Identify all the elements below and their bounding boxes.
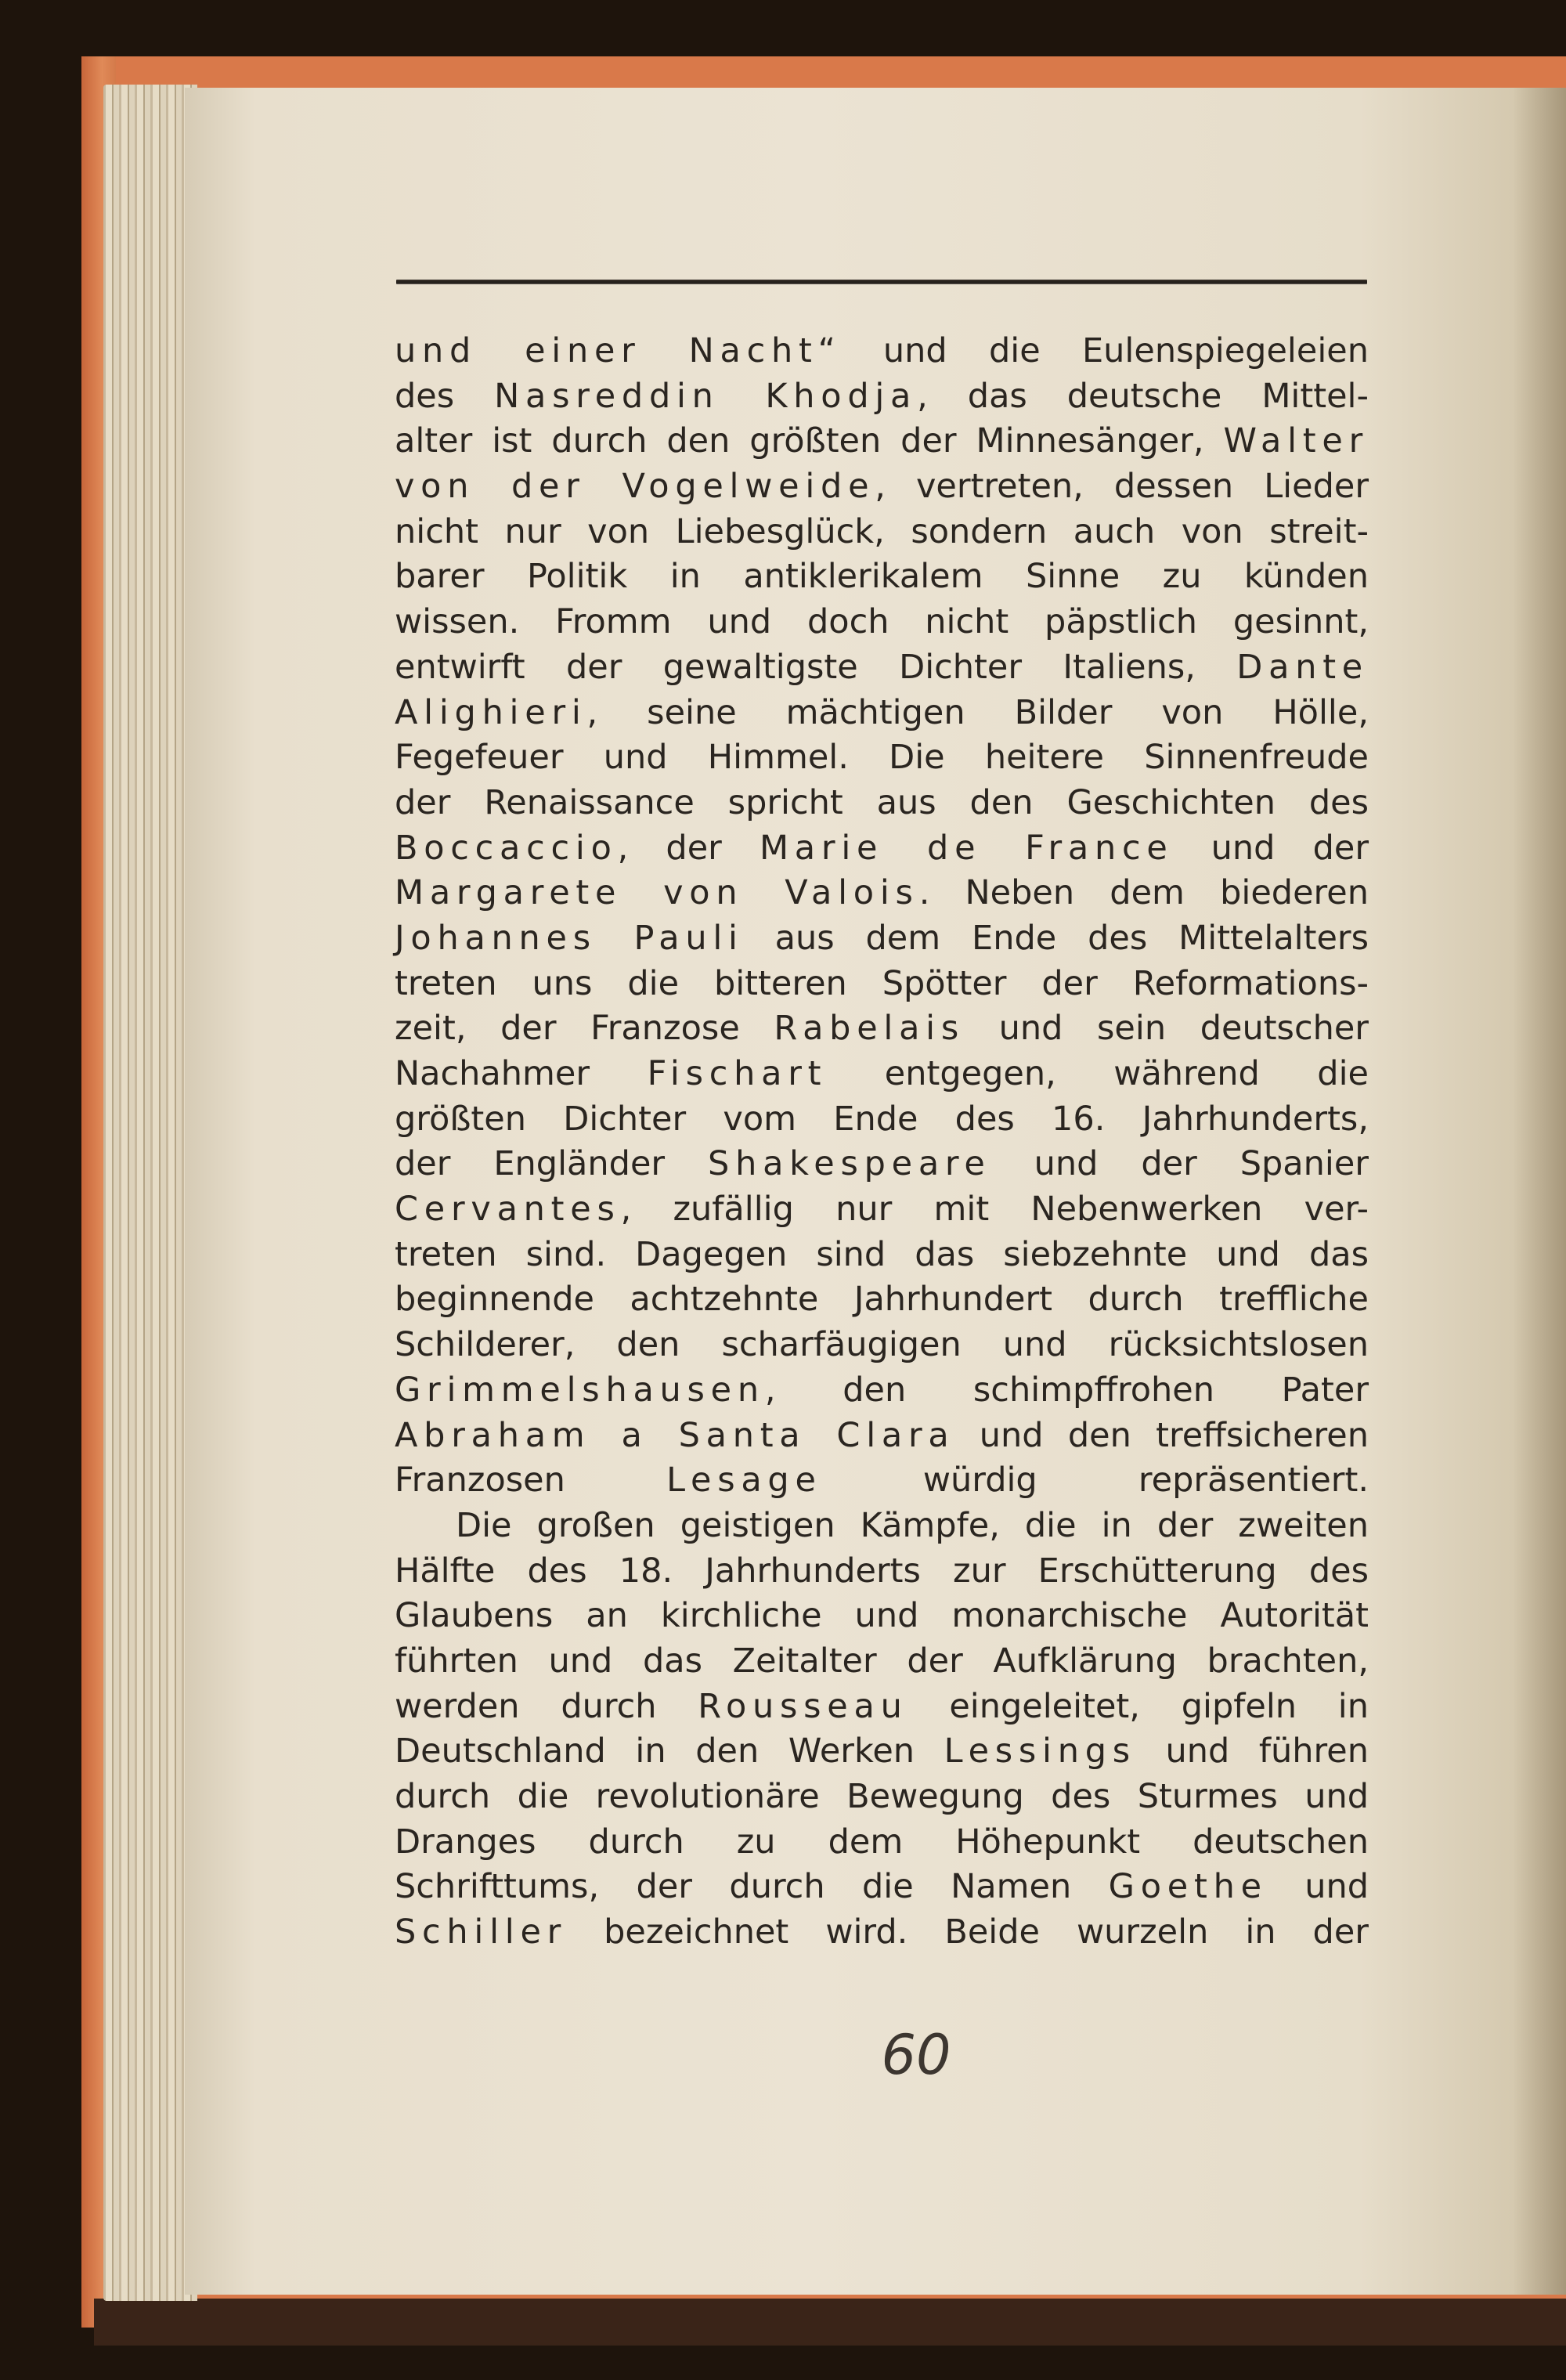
text-line: [395, 1639, 1369, 1685]
text-segment: wissen. Fromm und doch nicht päpstlich gesinnt,: [395, 602, 1369, 642]
text-line: [395, 554, 1369, 600]
text-segment: treten uns die bitteren Spötter der Reformations-: [395, 963, 1369, 1003]
text-line: [395, 1594, 1369, 1639]
text-line: [395, 1277, 1369, 1323]
emphasized-name: Walter: [1223, 421, 1369, 461]
header-rule: [396, 280, 1367, 284]
text-line: [395, 374, 1369, 420]
background-shadow: [94, 2299, 1566, 2346]
page-number: 60: [881, 2023, 951, 2087]
text-segment: , der: [617, 828, 760, 868]
emphasized-name: von der Vogelweide: [395, 467, 875, 507]
emphasized-name: Dante: [1236, 647, 1369, 687]
emphasized-name: und einer Nacht“: [395, 331, 842, 370]
text-segment: , seine mächtigen Bilder von Hölle,: [586, 692, 1369, 732]
text-segment: Fegefeuer und Himmel. Die heitere Sinnenfreude: [395, 738, 1369, 778]
emphasized-name: Alighieri: [395, 692, 587, 732]
text-segment: führten und das Zeitalter der Aufklärung brachten,: [395, 1641, 1369, 1681]
body-text: [395, 329, 1369, 1956]
text-segment: Nachahmer: [395, 1054, 648, 1093]
text-line: [395, 329, 1369, 374]
text-segment: Franzosen: [395, 1461, 667, 1501]
text-line: [395, 1820, 1369, 1865]
text-segment: , vertreten, dessen Lieder: [875, 467, 1369, 507]
text-line: [395, 1323, 1369, 1368]
text-line: [395, 1504, 1369, 1549]
emphasized-name: Schiller: [395, 1912, 568, 1952]
text-segment: und den treffsicheren: [954, 1415, 1369, 1455]
text-segment: und der: [1173, 828, 1369, 868]
text-line: [395, 1685, 1369, 1730]
text-segment: und die Eulenspiegeleien: [841, 331, 1369, 370]
emphasized-name: Grimmelshausen: [395, 1370, 765, 1410]
text-line: [395, 1458, 1369, 1504]
text-line: [395, 916, 1369, 962]
page-gutter-shadow: [1513, 88, 1566, 2295]
text-line: [395, 735, 1369, 781]
text-line: [395, 464, 1369, 510]
text-segment: und der Spanier: [990, 1144, 1369, 1184]
text-segment: barer Politik in antiklerikalem Sinne zu künden: [395, 557, 1369, 597]
text-line: [395, 645, 1369, 691]
text-segment: bezeichnet wird. Beide wurzeln in der: [567, 1912, 1369, 1952]
text-line: [395, 781, 1369, 826]
text-line: [395, 1865, 1369, 1910]
emphasized-name: Marie de France: [759, 828, 1174, 868]
emphasized-name: Goethe: [1108, 1867, 1268, 1907]
text-segment: , zufällig nur mit Nebenwerken ver-: [620, 1190, 1369, 1230]
text-segment: Glaubens an kirchliche und monarchische Autorität: [395, 1596, 1369, 1636]
text-segment: der Renaissance spricht aus den Geschichten des: [395, 782, 1369, 822]
emphasized-name: Fischart: [647, 1054, 828, 1093]
text-segment: aus dem Ende des Mittelalters: [743, 918, 1369, 958]
text-segment: der Engländer: [395, 1144, 709, 1184]
emphasized-name: Lessings: [944, 1732, 1136, 1771]
emphasized-name: Rabelais: [774, 1009, 965, 1049]
text-line: [395, 1142, 1369, 1187]
text-line: [395, 1097, 1369, 1143]
text-segment: und: [1267, 1867, 1369, 1907]
page-stack-edges: [103, 85, 197, 2301]
text-line: [395, 871, 1369, 916]
text-line: [395, 1775, 1369, 1820]
emphasized-name: Margarete von Valois: [395, 873, 919, 913]
text-segment: Dranges durch zu dem Höhepunkt deutschen: [395, 1822, 1369, 1862]
text-segment: Deutschland in den Werken: [395, 1732, 944, 1771]
text-line: [395, 691, 1369, 736]
text-segment: und sein deutscher: [965, 1009, 1369, 1049]
text-line: [395, 1006, 1369, 1052]
text-segment: treten sind. Dagegen sind das siebzehnte und das: [395, 1234, 1369, 1274]
text-segment: , das deutsche Mittel-: [917, 376, 1369, 416]
text-line: [395, 600, 1369, 645]
text-segment: größten Dichter vom Ende des 16. Jahrhunderts,: [395, 1099, 1369, 1139]
text-line: [395, 1910, 1369, 1956]
text-segment: beginnende achtzehnte Jahrhundert durch treffliche: [395, 1280, 1369, 1320]
emphasized-name: Nasreddin Khodja: [494, 376, 918, 416]
text-segment: Die großen geistigen Kämpfe, die in der zweiten: [456, 1505, 1369, 1545]
text-segment: des: [395, 376, 495, 416]
text-line: [395, 1187, 1369, 1233]
text-segment: , den schimpffrohen Pater: [764, 1370, 1369, 1410]
emphasized-name: Abraham a Santa Clara: [395, 1415, 955, 1455]
text-line: [395, 419, 1369, 464]
text-line: [395, 1729, 1369, 1775]
emphasized-name: Cervantes: [395, 1190, 621, 1230]
text-line: [395, 1368, 1369, 1414]
text-line: [395, 1414, 1369, 1459]
text-segment: Hälfte des 18. Jahrhunderts zur Erschütterung des: [395, 1551, 1369, 1591]
text-segment: durch die revolutionäre Bewegung des Sturmes und: [395, 1777, 1369, 1816]
text-segment: Schrifttums, der durch die Namen: [395, 1867, 1109, 1907]
text-line: [395, 1052, 1369, 1097]
text-segment: und führen: [1135, 1732, 1369, 1771]
emphasized-name: Johannes Pauli: [395, 918, 744, 958]
text-segment: Schilderer, den scharfäugigen und rücksichtslosen: [395, 1325, 1369, 1365]
text-segment: würdig repräsentiert.: [821, 1461, 1369, 1501]
emphasized-name: Shakespeare: [708, 1144, 991, 1184]
text-segment: alter ist durch den größten der Minnesänger,: [395, 421, 1224, 461]
text-line: [395, 510, 1369, 555]
emphasized-name: Rousseau: [698, 1686, 908, 1726]
text-line: [395, 962, 1369, 1007]
text-segment: entgegen, während die: [827, 1054, 1369, 1093]
emphasized-name: Boccaccio: [395, 828, 618, 868]
text-segment: eingeleitet, gipfeln in: [907, 1686, 1369, 1726]
text-segment: nicht nur von Liebesglück, sondern auch von streit-: [395, 511, 1369, 551]
text-segment: . Neben dem biederen: [918, 873, 1369, 913]
text-segment: werden durch: [395, 1686, 698, 1726]
emphasized-name: Lesage: [666, 1461, 822, 1501]
text-line: [395, 1549, 1369, 1594]
text-segment: entwirft der gewaltigste Dichter Italiens,: [395, 647, 1237, 687]
text-line: [395, 826, 1369, 872]
text-line: [395, 1233, 1369, 1278]
text-segment: zeit, der Franzose: [395, 1009, 774, 1049]
